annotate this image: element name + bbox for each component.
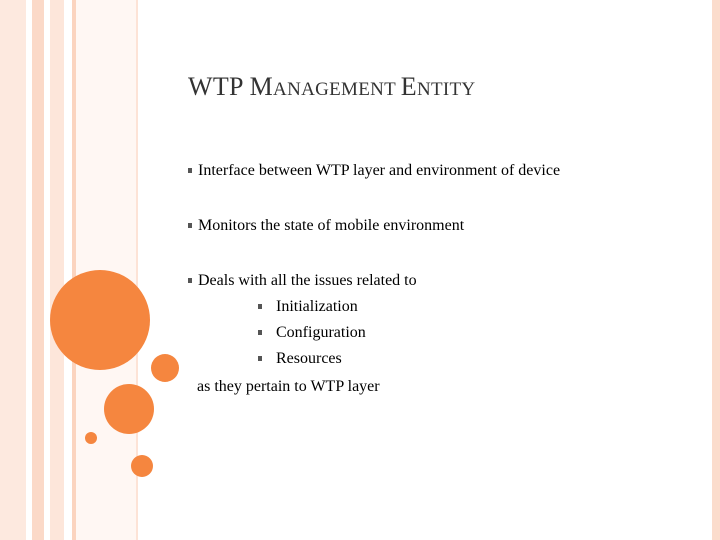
stripe <box>0 0 26 540</box>
bullet-text: Monitors the state of mobile environment <box>198 217 465 234</box>
circle-large <box>50 270 150 370</box>
continuation-text: as they pertain to WTP layer <box>197 378 380 395</box>
bullet-square-icon <box>188 278 192 283</box>
circle-tiny <box>85 432 97 444</box>
bullet-item <box>188 217 464 235</box>
circle-medium <box>104 384 154 434</box>
stripe <box>32 0 44 540</box>
circle-small <box>151 354 179 382</box>
bullet-square-icon <box>258 330 262 335</box>
bullet-square-icon <box>258 304 262 309</box>
slide-title <box>188 72 475 102</box>
title-word-2-small: NTITY <box>416 79 476 100</box>
sub-bullet-text: Initialization <box>276 298 358 315</box>
bullet-text: Deals with all the issues related to <box>198 272 417 289</box>
sub-bullet-text: Configuration <box>276 324 366 341</box>
bullet-item <box>188 162 560 180</box>
sub-bullet-text: Resources <box>276 350 342 367</box>
sub-bullet-item <box>258 324 366 342</box>
sub-bullet-item <box>258 350 342 368</box>
stripe <box>64 0 72 540</box>
bullet-square-icon <box>258 356 262 361</box>
bullet-item <box>188 272 417 290</box>
bullet-square-icon <box>188 168 192 173</box>
bullet-text: Interface between WTP layer and environment of device <box>198 162 561 179</box>
stripe <box>50 0 64 540</box>
right-frame <box>712 0 720 540</box>
bullet-square-icon <box>188 223 192 228</box>
circle-small-lower <box>131 455 153 477</box>
sub-bullet-item <box>258 298 358 316</box>
title-word-2-big: E <box>400 72 417 101</box>
title-word-1-big: WTP M <box>188 72 274 101</box>
title-word-1-small: ANAGEMENT <box>273 79 401 100</box>
